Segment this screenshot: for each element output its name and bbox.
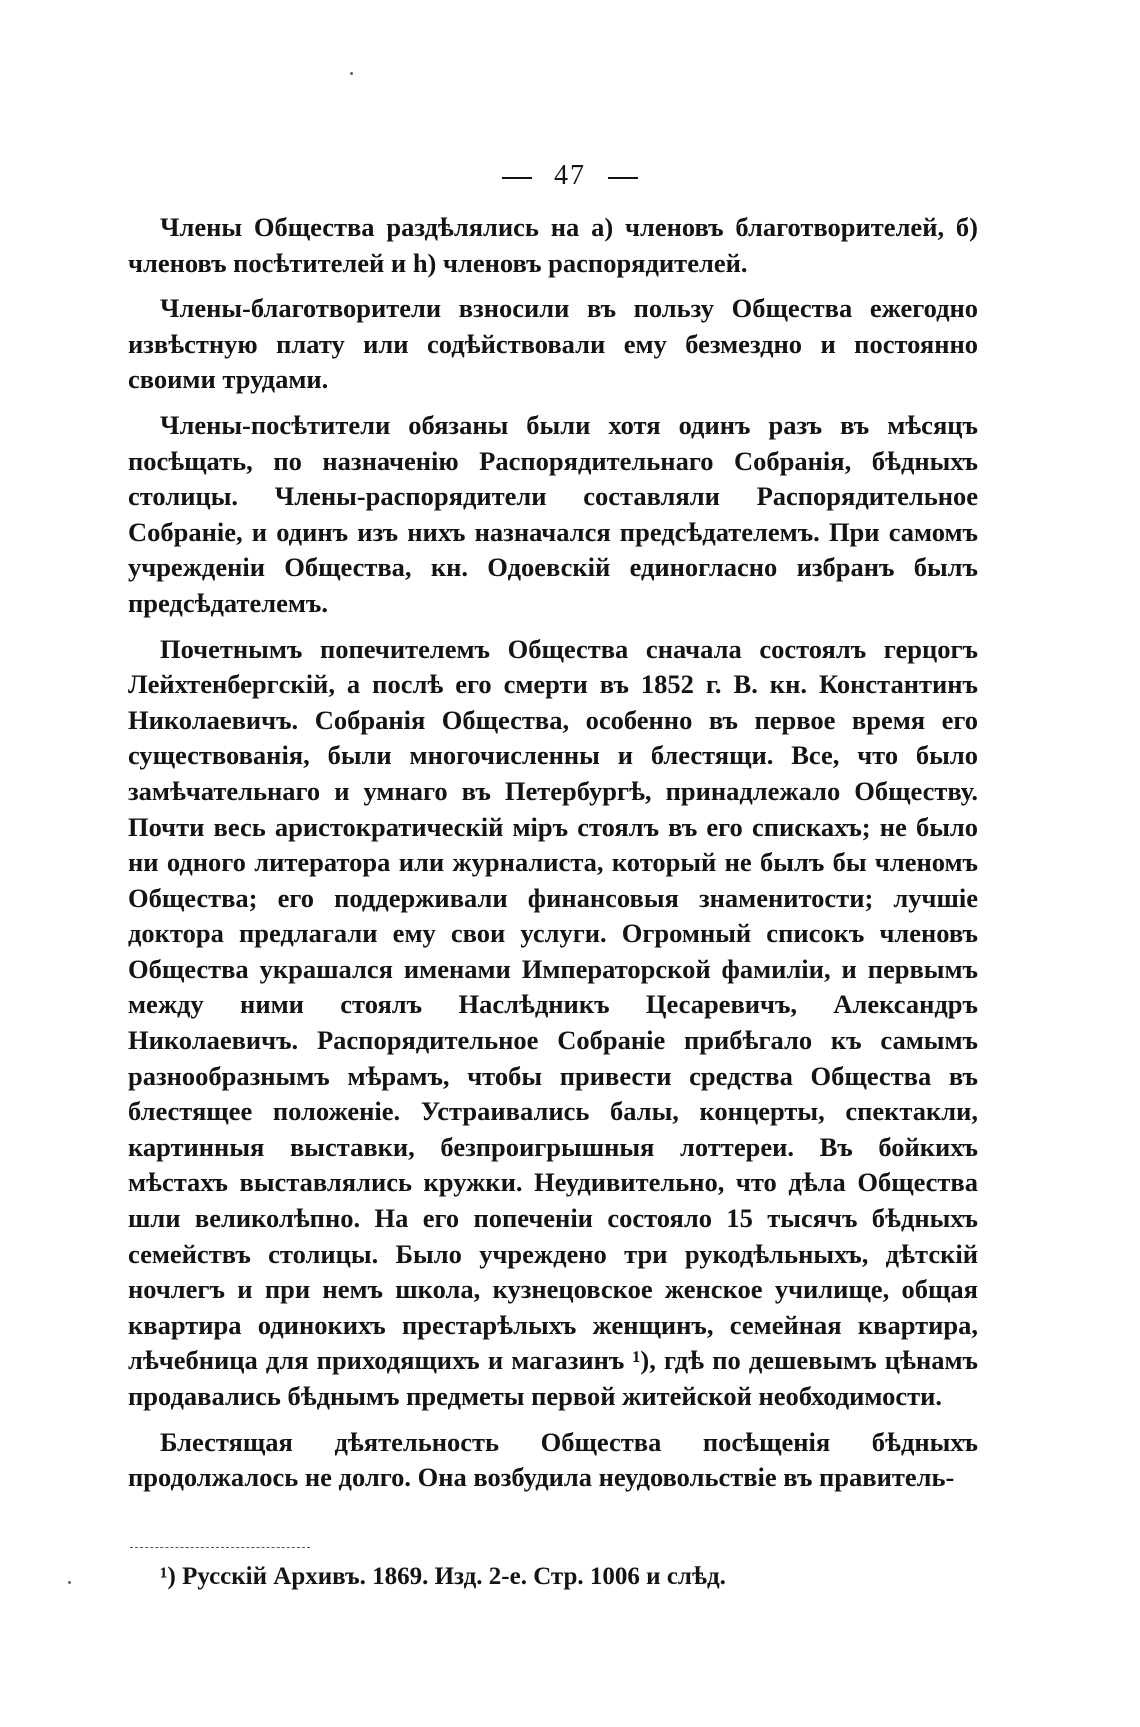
paragraph-visitors: Члены-посѣтители обязаны были хотя одинъ разъ въ мѣсяцъ посѣщать, по назначенію Распорядительнаго Собранія, бѣдныхъ столицы. Члены-распорядители составляли Распорядительное Собраніе, и одинъ изъ нихъ назначался предсѣдателемъ. При самомъ учрежденіи Общества, кн. Одоевскій единогласно избранъ былъ предсѣдателемъ. (128, 409, 978, 618)
page-number (0, 160, 1140, 192)
page-speck (68, 1581, 71, 1584)
left-dash (502, 177, 532, 179)
paragraph-members-types: Члены Общества раздѣлялись на а) членовъ благотворителей, б) членовъ посѣтителей и h) членовъ распорядителей. (128, 212, 978, 278)
paragraph-benefactors: Члены-благотворители взносили въ пользу Общества ежегодно извѣстную плату или содѣйствовали ему безмездно и постоянно своими трудами. (128, 293, 978, 395)
footnote-marker: ¹) (160, 1563, 176, 1590)
footnote-text: Русскій Архивъ. 1869. Изд. 2-е. Стр. 1006 и слѣд. (182, 1563, 726, 1590)
footnote (160, 1560, 726, 1594)
page-speck (350, 72, 353, 75)
body-text (128, 210, 978, 1506)
paragraph-trustee: Почетнымъ попечителемъ Общества сначала состоялъ герцогъ Лейхтенбергскій, а послѣ его смерти въ 1852 г. В. кн. Константинъ Николаевичъ. Собранія Общества, особенно въ первое время его существованія, были многочисленны и блестящи. Все, что было замѣчательнаго и умнаго въ Петербургѣ, принадлежало Обществу. Почти весь аристократическій міръ стоялъ въ его спискахъ; не было ни одного литератора или журналиста, который не былъ бы членомъ Общества; его поддерживали финансовыя знаменитости; лучшіе доктора предлагали ему свои услуги. Огромный списокъ членовъ Общества украшался именами Императорской фамиліи, и первымъ между ними стоялъ Наслѣдникъ Цесаревичъ, Александръ Николаевичъ. Распорядительное Собраніе прибѣгало къ самымъ разнообразнымъ мѣрамъ, чтобы привести средства Общества въ блестящее положеніе. Устраивались балы, концерты, спектакли, картинныя выставки, безпроигрышныя лоттереи. Въ бойкихъ мѣстахъ выставлялись кружки. Неудивительно, что дѣла Общества шли великолѣпно. На его попеченіи состояло 15 тысячъ бѣдныхъ семействъ столицы. Было учреждено три рукодѣльныхъ, дѣтскій ночлегъ и при немъ школа, кузнецовское женское училище, общая квартира одинокихъ престарѣлыхъ женщинъ, семейная квартира, лѣчебница для приходящихъ и магазинъ ¹), гдѣ по дешевымъ цѣнамъ продавались бѣднымъ предметы первой житейской необходимости. (128, 633, 978, 1411)
right-dash (608, 177, 638, 179)
page-number-text: 47 (554, 160, 586, 191)
paragraph-activity: Блестящая дѣятельность Общества посѣщенія бѣдныхъ продолжалось не долго. Она возбудила неудовольствіе въ правитель- (128, 1426, 978, 1493)
footnote-divider (130, 1547, 310, 1549)
